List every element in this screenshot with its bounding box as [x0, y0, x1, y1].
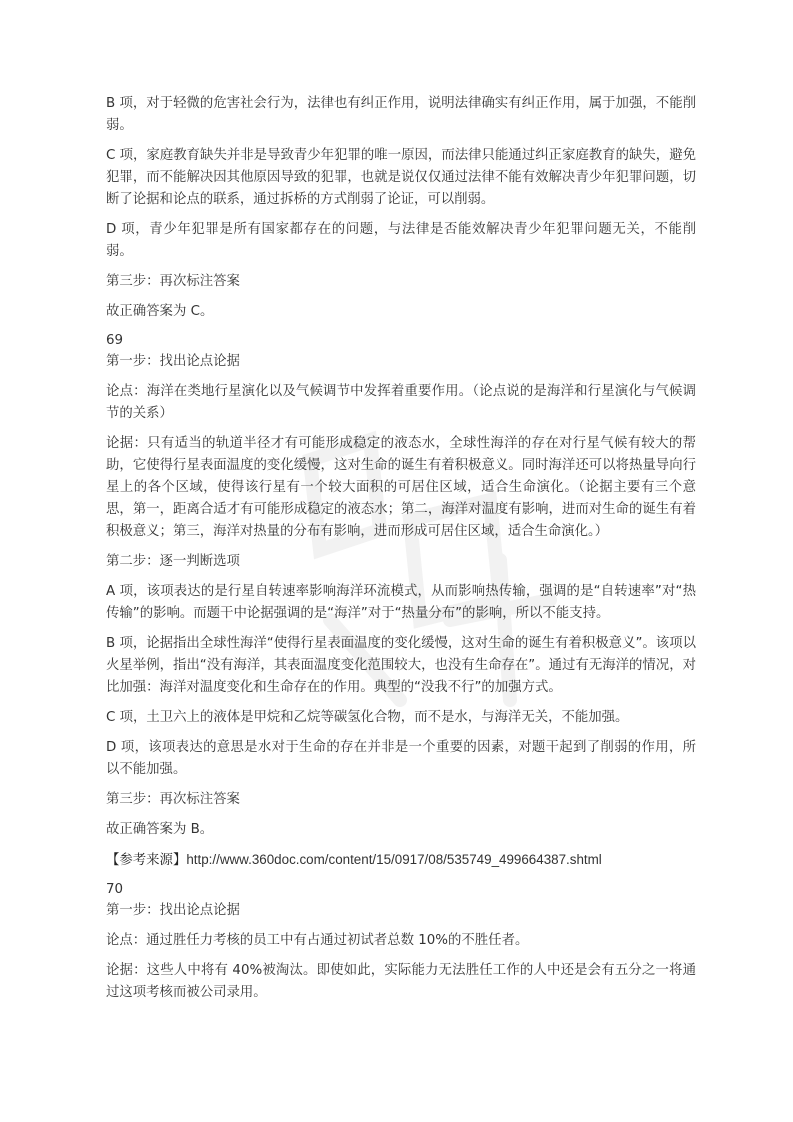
reference-source [106, 849, 696, 872]
paragraph: 论点：通过胜任力考核的员工中有占通过初试者总数 10%的不胜任者。 [106, 933, 529, 948]
paragraph: 论据：只有适当的轨道半径才有可能形成稳定的液态水，全球性海洋的存在对行星气候有较大的帮助，它使得行星表面温度的变化缓慢，这对生命的诞生有着积极意义。同时海洋还可以将热量导向行星上的各个区域，使得该行星有一个较大面积的可居住区域，适合生命演化。（论据主要有三个意思，第一，距离合适才有可能形成稳定的液态水；第二，海洋对温度有影响，进而对生命的诞生有着积极意义；第三，海洋对热量的分布有影响，进而形成可居住区域，适合生命演化。） [106, 436, 696, 539]
question-number: 70 [106, 882, 124, 897]
paragraph: 第三步：再次标注答案 [106, 792, 240, 807]
paragraph: C 项，家庭教育缺失并非是导致青少年犯罪的唯一原因，而法律只能通过纠正家庭教育的缺失，避免犯罪，而不能解决因其他原因导致的犯罪，也就是说仅仅通过法律不能有效解决青少年犯罪问题，切断了论据和论点的联系，通过拆桥的方式削弱了论证，可以削弱。 [106, 148, 696, 207]
paragraph: 故正确答案为 C。 [106, 304, 214, 319]
paragraph: B 项，论据指出全球性海洋“使得行星表面温度的变化缓慢，这对生命的诞生有着积极意义”。该项以火星举例，指出“没有海洋，其表面温度变化范围较大，也没有生命存在”。通过有无海洋的情况，对比加强：海洋对温度变化和生命存在的作用。典型的“没我不行”的加强方式。 [106, 636, 696, 695]
paragraph: 论据：这些人中将有 40%被淘汰。即使如此，实际能力无法胜任工作的人中还是会有五分之一将通过这项考核而被公司录用。 [106, 963, 696, 1000]
paragraph: B 项，对于轻微的危害社会行为，法律也有纠正作用，说明法律确实有纠正作用，属于加强，不能削弱。 [106, 96, 696, 133]
document-body [106, 93, 696, 1012]
paragraph: 第一步：找出论点论据 [106, 903, 240, 918]
paragraph: C 项，土卫六上的液体是甲烷和乙烷等碳氢化合物，而不是水，与海洋无关，不能加强。 [106, 710, 629, 725]
paragraph: D 项，青少年犯罪是所有国家都存在的问题，与法律是否能效解决青少年犯罪问题无关，不能削弱。 [106, 222, 696, 259]
reference-source-url[interactable]: http://www.360doc.com/content/15/0917/08/535749_499664387.shtml [186, 852, 602, 867]
paragraph: 故正确答案为 B。 [106, 822, 214, 837]
question-number: 69 [106, 333, 124, 348]
paragraph: 论点：海洋在类地行星演化以及气候调节中发挥着重要作用。（论点说的是海洋和行星演化与气候调节的关系） [106, 384, 696, 421]
paragraph: A 项，该项表达的是行星自转速率影响海洋环流模式，从而影响热传输，强调的是“自转速率”对“热传输”的影响。而题干中论据强调的是“海洋”对于“热量分布”的影响，所以不能支持。 [106, 584, 696, 621]
paragraph: 第一步：找出论点论据 [106, 354, 240, 369]
paragraph: D 项，该项表达的意思是水对于生命的存在并非是一个重要的因素，对题干起到了削弱的作用，所以不能加强。 [106, 740, 696, 777]
paragraph: 第二步：逐一判断选项 [106, 554, 240, 569]
reference-source-label: 【参考来源】 [106, 853, 187, 868]
paragraph: 第三步：再次标注答案 [106, 274, 240, 289]
